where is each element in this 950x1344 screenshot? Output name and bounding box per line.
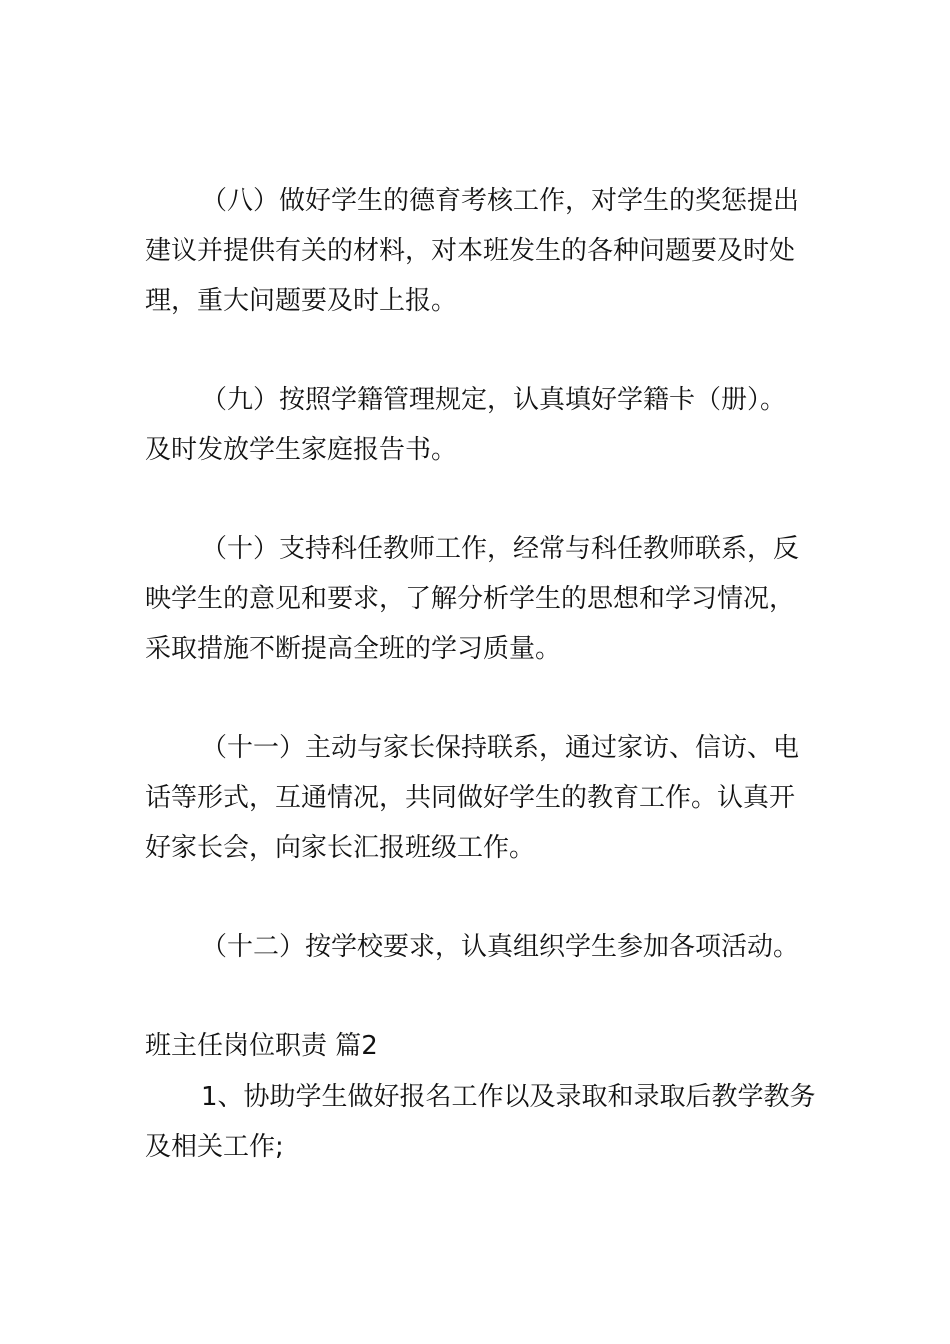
paragraph-9 (145, 375, 810, 475)
paragraph-line: 建议并提供有关的材料，对本班发生的各种问题要及时处 (145, 236, 796, 266)
paragraph-12 (145, 922, 810, 972)
paragraph-11 (145, 723, 810, 873)
paragraph-line: 理，重大问题要及时上报。 (145, 286, 458, 316)
paragraph-line: 采取措施不断提高全班的学习质量。 (145, 634, 562, 664)
paragraph-line: 映学生的意见和要求，了解分析学生的思想和学习情况， (145, 584, 796, 614)
paragraph-line: （九）按照学籍管理规定，认真填好学籍卡（册）。 (201, 385, 787, 415)
paragraph-line: （八）做好学生的德育考核工作，对学生的奖惩提出 (201, 186, 800, 216)
paragraph-line: （十二）按学校要求，认真组织学生参加各项活动。 (201, 932, 800, 962)
paragraph-line: （十一）主动与家长保持联系，通过家访、信访、电 (201, 733, 800, 763)
paragraph-line: 话等形式，互通情况，共同做好学生的教育工作。认真开 (145, 783, 796, 813)
paragraph-line: 及时发放学生家庭报告书。 (145, 435, 458, 465)
paragraph-line: 好家长会，向家长汇报班级工作。 (145, 833, 536, 863)
paragraph-line: （十）支持科任教师工作，经常与科任教师联系，反 (201, 534, 800, 564)
section-heading: 班主任岗位职责 篇2 (145, 1031, 378, 1061)
paragraph-line: 及相关工作; (145, 1132, 284, 1162)
paragraph-final (145, 1072, 816, 1172)
paragraph-line: 1、协助学生做好报名工作以及录取和录取后教学教务 (201, 1082, 816, 1112)
paragraph-8 (145, 176, 810, 326)
paragraph-10 (145, 524, 810, 674)
